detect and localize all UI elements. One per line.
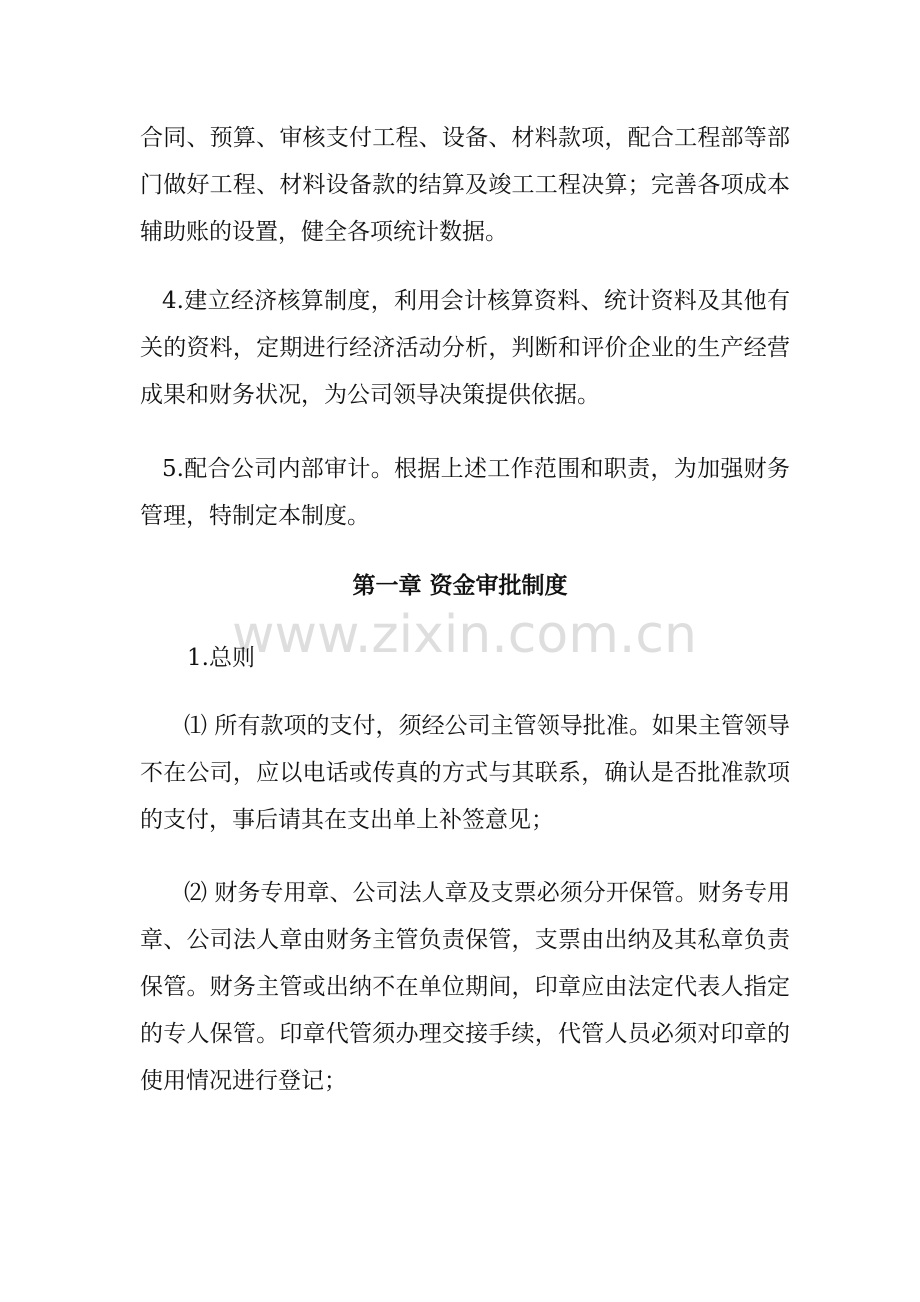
paragraph-item-5: 5.配合公司内部审计。根据上述工作范围和职责，为加强财务管理，特制定本制度。 xyxy=(140,456,790,529)
paragraph-clause-2: ⑵ 财务专用章、公司法人章及支票必须分开保管。财务专用章、公司法人章由财务主管负责保管，支票由出纳及其私章负责保管。财务主管或出纳不在单位期间，印章应由法定代表人指定的专人保管。印章代管须办理交接手续，代管人员必须对印章的使用情况进行登记； xyxy=(140,880,790,1094)
section-title: 1.总则 xyxy=(187,645,255,671)
paragraph-item-4: 4.建立经济核算制度，利用会计核算资料、统计资料及其他有关的资料，定期进行经济活动分析，判断和评价企业的生产经营成果和财务状况，为公司领导决策提供依据。 xyxy=(140,288,790,408)
paragraph-clause-1: ⑴ 所有款项的支付，须经公司主管领导批准。如果主管领导不在公司，应以电话或传真的方式与其联系，确认是否批准款项的支付，事后请其在支出单上补签意见； xyxy=(140,713,790,833)
watermark: www.zixin.com.cn xyxy=(232,605,697,665)
chapter-title: 第一章 资金审批制度 xyxy=(352,572,568,599)
paragraph-intro: 合同、预算、审核支付工程、设备、材料款项，配合工程部等部门做好工程、材料设备款的结算及竣工工程决算；完善各项成本辅助账的设置，健全各项统计数据。 xyxy=(140,125,790,245)
